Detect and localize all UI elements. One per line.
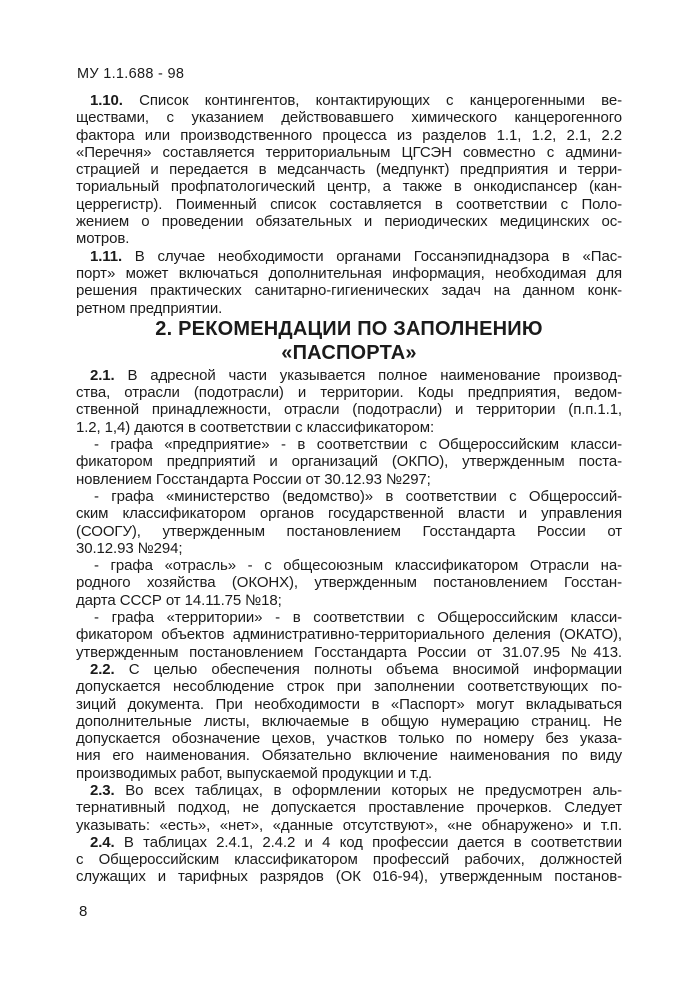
list-item-territory [76,609,622,661]
page-number: 8 [79,903,88,920]
text-run: С целью обеспечения полноты объема вносимой информации [114,660,622,678]
section-heading-line-1: 2. РЕКОМЕНДАЦИИ ПО ЗАПОЛНЕНИЮ [155,317,543,340]
text-line: 1.2, 1,4) даются в соответствии с классификатором: [76,418,435,436]
list-item-ministry [76,488,622,557]
text-line: ществами, с указанием действовавшего химического канцерогенного [76,109,622,127]
text-line: фикатором предприятий и организаций (ОКПО), утвержденным поста- [76,453,622,471]
text-line: - графа «территории» - в соответствии с Общероссийским класси- [94,609,622,627]
text-line: служащих и тарифных разрядов (ОК 016-94), утвержденным постанов- [76,868,622,886]
text-line: утвержденным постановлением Госстандарта России от 31.07.95 №413. [76,643,622,661]
text-line: производимых работ, выпускаемой продукции и т.д. [76,764,432,782]
text-line: ства, отрасли (подотрасли) и территории. Коды предприятия, ведом- [76,384,622,402]
paragraph-1-10 [76,92,622,248]
paragraph-2-2 [76,661,622,782]
text-line: церрегистр). Поименный список составляется в соответствии с Поло- [76,195,622,213]
paragraph-2-4 [76,834,622,886]
text-run: В случае необходимости органами Госсанэпиднадзора в «Пас- [122,247,622,265]
clause-number: 1.10. [90,92,123,109]
text-line: ственной принадлежности, отрасли (подотрасли) и территории (п.п.1.1, [76,401,622,419]
clause-number: 1.11. [90,247,123,265]
text-line: фактора или производственного процесса из разделов 1.1, 1.2, 2.1, 2.2 [76,126,622,144]
text-line [76,834,622,851]
text-run: В адресной части указывается полное наименование производ- [114,366,622,384]
text-line: тернативный подход, не допускается проставление прочерков. Следует [76,799,622,817]
text-run: В таблицах 2.4.1, 2.4.2 и 4 код профессии дается в соответствии [114,833,622,851]
text-line: ретном предприятии. [76,299,223,317]
text-line: мотров. [76,230,130,248]
text-run: Список контингентов, контактирующих с канцерогенными ве- [122,92,622,109]
paragraph-1-11 [76,248,622,317]
text-line: - графа «отрасль» - с общесоюзным классификатором Отрасли на- [94,557,622,575]
text-line: фикатором объектов административно-территориального деления (ОКАТО), [76,626,622,644]
text-line: дополнительные листы, включаемые в общую нумерацию страниц. Не [76,712,622,730]
text-line: дарта СССР от 14.11.75 №18; [76,591,282,609]
section-heading [76,317,622,365]
clause-number: 2.4. [90,833,115,851]
text-line [76,92,622,109]
document-body [76,92,622,886]
text-line: - графа «министерство (ведомство)» в соответствии с Общероссий- [94,487,622,505]
text-line [76,248,622,265]
text-line: допускается несоблюдение строк при заполнении соответствующих по- [76,678,622,696]
list-item-branch [76,557,622,609]
text-line: - графа «предприятие» - в соответствии с Общероссийским класси- [94,436,622,454]
text-run: Во всех таблицах, в оформлении которых не предусмотрен аль- [114,781,622,799]
text-line: «Перечня» составляется территориальным ЦГСЭН совместно с админи- [76,143,622,161]
paragraph-2-3 [76,782,622,834]
text-line: ским классификатором органов государственной власти и управления [76,505,622,523]
text-line: решения практических санитарно-гигиенических задач на данном конк- [76,282,622,300]
list-item-enterprise [76,436,622,488]
text-line: жением о проведении обязательных и периодических медицинских ос- [76,213,622,231]
text-line: (СООГУ), утвержденным постановлением Госстандарта России от [76,522,622,540]
text-line: новлением Госстандарта России от 30.12.93 №297; [76,470,431,488]
text-line: страцией и передается в медсанчасть (медпункт) предприятия и терри- [76,161,622,179]
text-line: с Общероссийским классификатором профессий рабочих, должностей [76,851,622,869]
paragraph-2-1 [76,367,622,436]
text-line [76,661,622,678]
clause-number: 2.2. [90,660,115,678]
section-heading-line-2: «ПАСПОРТА» [281,341,417,364]
text-line: зиций документа. При необходимости в «Паспорт» могут вкладываться [76,695,622,713]
text-line: родного хозяйства (ОКОНХ), утвержденным постановлением Госстан- [76,574,622,592]
clause-number: 2.1. [90,366,115,384]
clause-number: 2.3. [90,781,115,799]
text-line: ториальный профпатологический центр, а также в онкодиспансер (кан- [76,178,622,196]
text-line: указывать: «есть», «нет», «данные отсутствуют», «не обнаружено» и т.п. [76,816,622,834]
text-line: порт» может включаться дополнительная информация, необходимая для [76,264,622,282]
text-line: допускается обозначение цехов, участков только по номеру без указа- [76,730,622,748]
text-line [76,367,622,384]
text-line: 30.12.93 №294; [76,539,183,557]
text-line [76,782,622,799]
text-line: ния его наименования. Обязательно включение наименования по виду [76,747,622,765]
document-code: МУ 1.1.688 - 98 [77,66,185,82]
